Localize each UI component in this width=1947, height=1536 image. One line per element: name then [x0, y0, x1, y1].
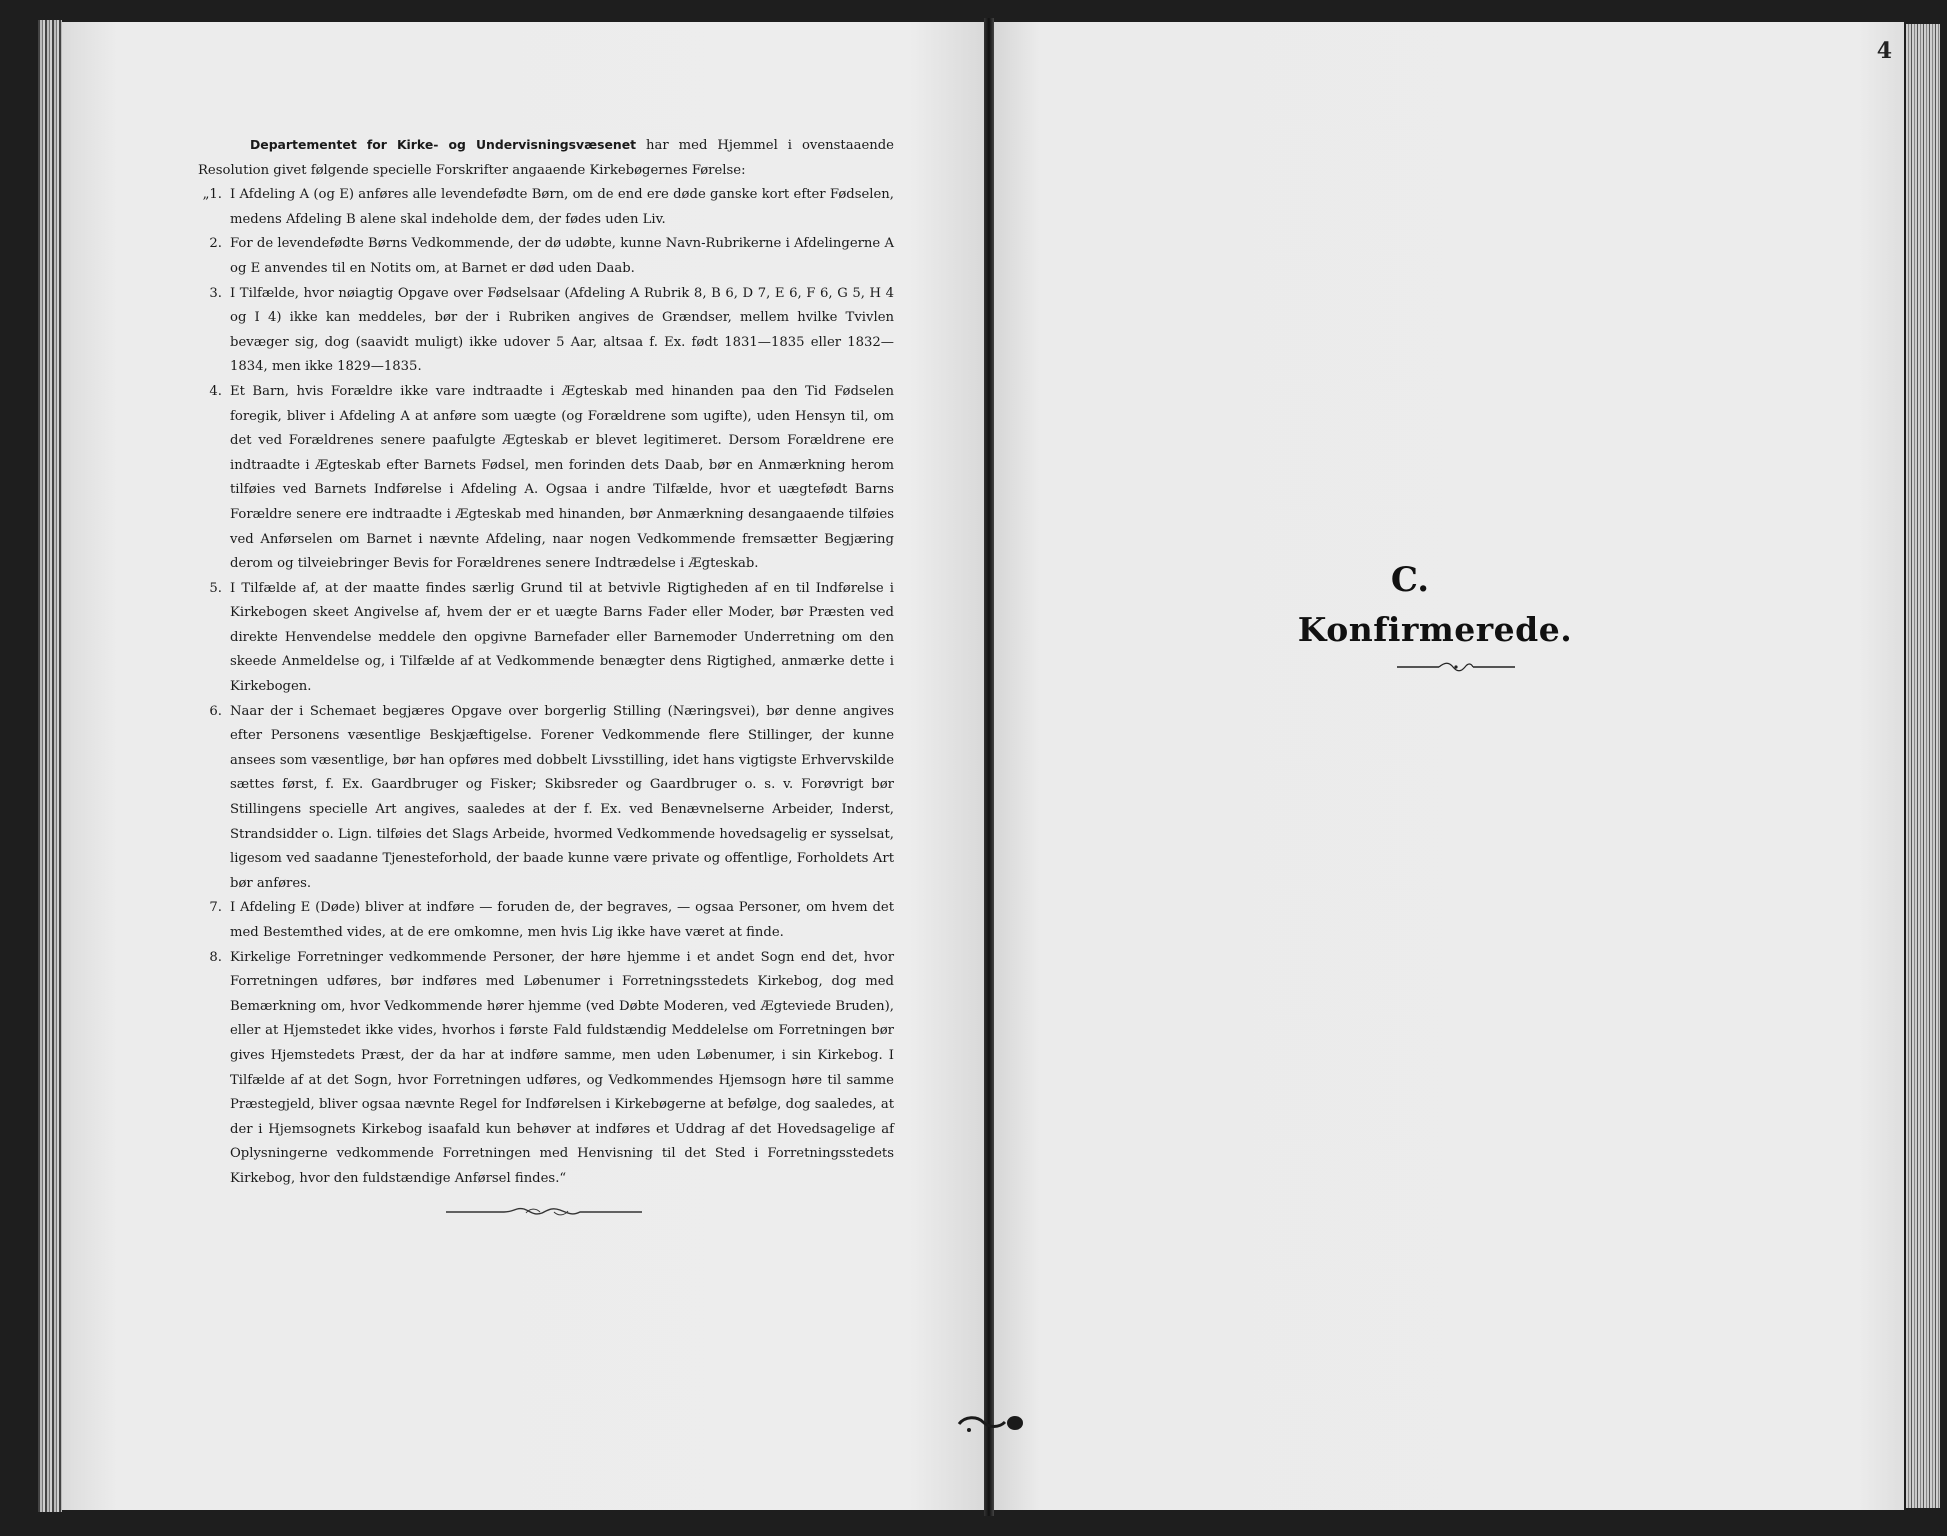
regulations-text: [198, 133, 894, 1192]
rule-item: [209, 700, 894, 897]
rule-item: [209, 380, 894, 577]
section-title: Konfirmerede.: [1297, 610, 1573, 649]
department-name: Departementet for Kirke- og Undervisningsvæsenet: [250, 137, 637, 152]
intro-text: har med Hjemmel i ovenstaaende Resolution givet følgende specielle Forskrifter angaaende Kirkebøgernes Førelse:: [198, 138, 894, 178]
rule-number: 3.: [209, 285, 222, 301]
rule-item: [209, 896, 894, 945]
regulations-intro: [198, 133, 894, 183]
ornamental-divider-right: [1395, 660, 1517, 674]
rule-number: 4.: [209, 383, 222, 399]
rule-text: Naar der i Schemaet begjæres Opgave over borgerlig Stilling (Næringsvei), bør denne angives efter Personens væsentlige Beskjæftigelse. Forener Vedkommende flere Stillinger, der kunne ansees som væsentlige, bør han opføres med dobbelt Livsstilling, idet hans vigtigste Erhvervskilde sættes først, f. Ex. Gaardbruger og Fisker; Skibsreder og Gaardbruger o. s. v. Forøvrigt bør Stillingens specielle Art angives, saaledes at der f. Ex. ved Benævnelserne Arbeider, Inderst, Strandsidder o. Lign. tilføies det Slags Arbeide, hvormed Vedkommende hovedsagelig er sysselsat, ligesom ved saadanne Tjenesteforhold, der baade kunne være private og offentlige, Forholdets Art bør anføres.: [230, 703, 894, 891]
rule-number: 7.: [209, 900, 222, 916]
rule-number: 5.: [209, 580, 222, 596]
book-gutter: [984, 18, 994, 1516]
rule-item: [209, 282, 894, 380]
rule-item: [209, 577, 894, 700]
rule-number: 8.: [209, 949, 222, 965]
ornamental-divider-left: [444, 1204, 644, 1220]
rule-item: [202, 183, 894, 232]
rule-number: „1.: [202, 187, 222, 203]
rule-text: Et Barn, hvis Forældre ikke vare indtraadte i Ægteskab med hinanden paa den Tid Fødselen foregik, bliver i Afdeling A at anføre som uægte (og Forældrene som ugifte), uden Hensyn til, om det ved Forældrenes senere paafulgte Ægteskab er blevet legitimeret. Dersom Forældrene ere indtraadte i Ægteskab efter Barnets Fødsel, men forinden dets Daab, bør en Anmærkning herom tilføies ved Barnets Indførelse i Afdeling A. Ogsaa i andre Tilfælde, hvor et uægtefødt Barns Forældre senere ere indtraadte i Ægteskab med hinanden, bør Anmærkning desangaaende tilføies ved Anførselen om Barnet i nævnte Afdeling, naar nogen Vedkommende fremsætter Begjæring derom og tilveiebringer Bevis for Forældrenes senere Indtrædelse i Ægteskab.: [230, 383, 894, 572]
rule-number: 2.: [209, 236, 222, 252]
right-page: [994, 22, 1904, 1510]
rule-number: 6.: [209, 703, 222, 719]
rule-text: I Afdeling A (og E) anføres alle levendefødte Børn, om de end ere døde ganske kort efter Fødselen, medens Afdeling B alene skal indeholde dem, der fødes uden Liv.: [230, 187, 894, 227]
rule-text: I Tilfælde, hvor nøiagtig Opgave over Fødselsaar (Afdeling A Rubrik 8, B 6, D 7, E 6, F 6, G 5, H 4 og I 4) ikke kan meddeles, bør der i Rubriken angives de Grændser, mellem hvilke Tvivlen bevæger sig, dog (saavidt muligt) ikke udover 5 Aar, altsaa f. Ex. født 1831—1835 eller 1832—1834, men ikke 1829—1835.: [230, 285, 894, 375]
rule-text: For de levendefødte Børns Vedkommende, der dø udøbte, kunne Navn-Rubrikerne i Afdelingerne A og E anvendes til en Notits om, at Barnet er død uden Daab.: [230, 236, 894, 276]
left-page-edges: [38, 20, 62, 1512]
rule-item: [209, 232, 894, 281]
rule-text: I Tilfælde af, at der maatte findes særlig Grund til at betvivle Rigtigheden af en til Indførelse i Kirkebogen skeet Angivelse af, hvem der er et uægte Barns Fader eller Moder, bør Præsten ved direkte Henvendelse meddele den opgivne Barnefader eller Barnemoder Underretning om den skeede Anmeldelse og, i Tilfælde af at Vedkommende benægter dens Rigtighed, anmærke dette i Kirkebogen.: [230, 580, 894, 695]
section-letter: C.: [1390, 560, 1430, 600]
rule-text: Kirkelige Forretninger vedkommende Personer, der høre hjemme i et andet Sogn end det, hvor Forretningen udføres, bør indføres med Løbenumer i Forretningsstedets Kirkebog, dog med Bemærkning om, hvor Vedkommende hører hjemme (ved Døbte Moderen, ved Ægteviede Bruden), eller at Hjemstedet ikke vides, hvorhos i første Fald fuldstændig Meddelelse om Forretningen bør gives Hjemstedets Præst, der da har at indføre samme, men uden Løbenumer, i sin Kirkebog. I Tilfælde af at det Sogn, hvor Forretningen udføres, og Vedkommendes Hjemsogn høre til samme Præstegjeld, bliver ogsaa nævnte Regel for Indførelsen i Kirkebøgerne at befølge, dog saaledes, at der i Hjemsognets Kirkebog isaafald kun behøver at indføres et Uddrag af det Hovedsagelige af Oplysningerne vedkommende Forretningen med Henvisning til det Sted i Forretningsstedets Kirkebog, hvor den fuldstændige Anførsel findes.“: [230, 949, 894, 1186]
right-page-edges: [1906, 24, 1940, 1508]
ink-blot-mark: [955, 1410, 1027, 1436]
rule-text: I Afdeling E (Døde) bliver at indføre — foruden de, der begraves, — ogsaa Personer, om hvem det med Bestemthed vides, at de ere omkomne, men hvis Lig ikke have været at finde.: [230, 900, 894, 940]
rule-item: [209, 946, 894, 1192]
page-number: 4: [1876, 38, 1892, 64]
